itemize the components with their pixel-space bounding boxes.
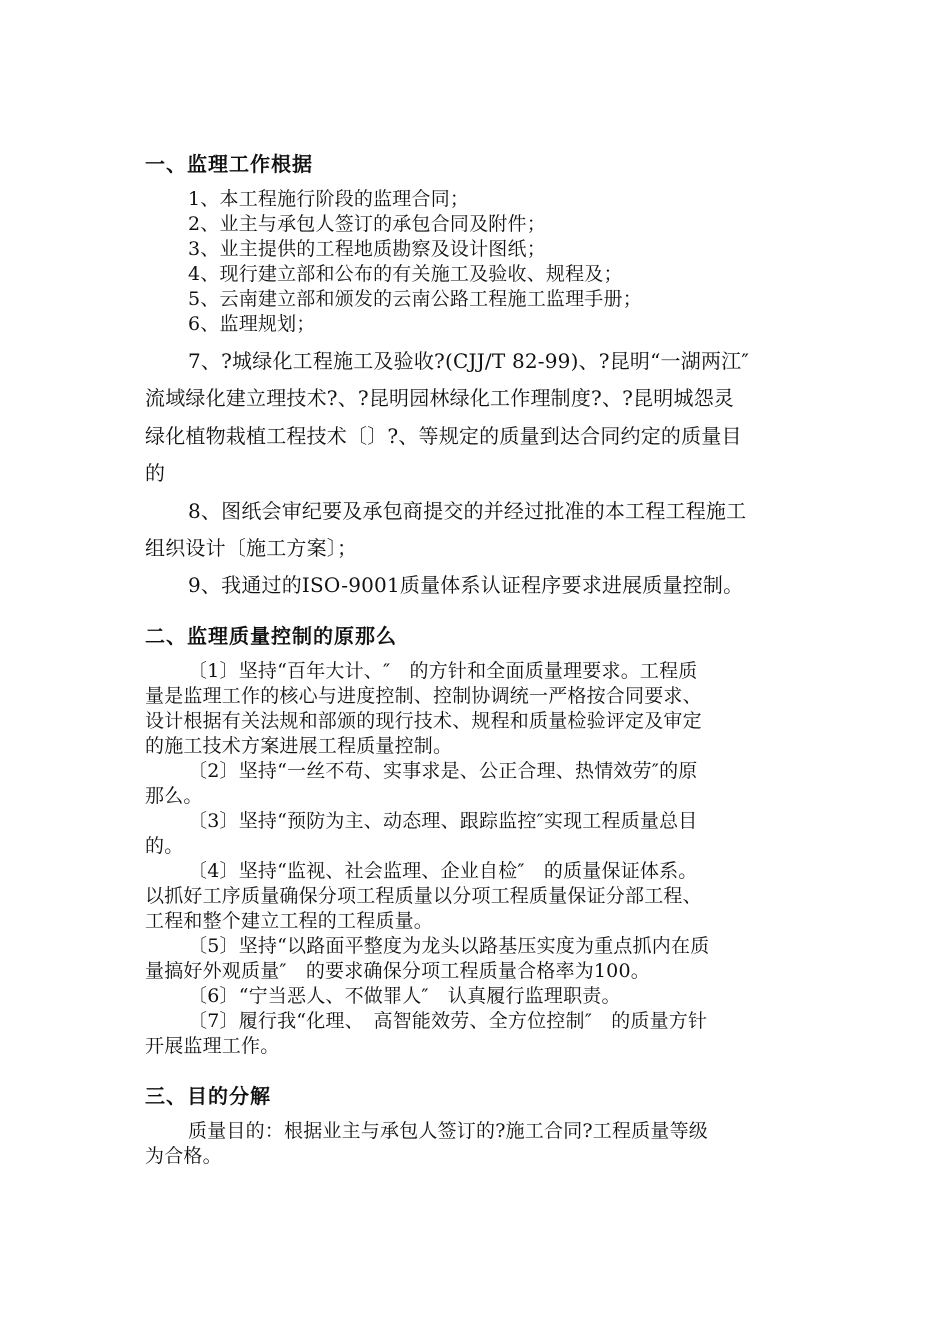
paragraph-line: 〔6〕“宁当恶人、不做罪人″ 认真履行监理职责。 xyxy=(188,985,621,1007)
paragraph-line: 的施工技术方案进展工程质量控制。 xyxy=(145,735,453,757)
paragraph-line: 〔3〕坚持“预防为主、动态理、跟踪监控″实现工程质量总目 xyxy=(188,810,698,832)
paragraph-line: 〔7〕履行我“化理、 高智能效劳、全方位控制″ 的质量方针 xyxy=(188,1010,708,1032)
paragraph-line: 〔4〕坚持“监视、社会监理、企业自检″ 的质量保证体系。 xyxy=(188,860,698,882)
list-item: 4、现行建立部和公布的有关施工及验收、规程及； xyxy=(188,263,623,285)
item7-line: 7、?城绿化工程施工及验收?(CJJ/T 82-99)、?昆明“一湖两江″ xyxy=(188,349,750,373)
list-item: 1、本工程施行阶段的监理合同； xyxy=(188,188,470,210)
paragraph-line: 〔1〕坚持“百年大计、″ 的方针和全面质量理要求。工程质 xyxy=(188,660,698,682)
paragraph-line: 那么。 xyxy=(145,785,203,807)
item7-line: 绿化植物栽植工程技术〔〕?、等规定的质量到达合同约定的质量目 xyxy=(145,424,742,448)
section3-heading: 三、目的分解 xyxy=(145,1084,271,1108)
paragraph-line: 以抓好工序质量确保分项工程质量以分项工程质量保证分部工程、 xyxy=(145,885,702,907)
item8-line: 组织设计〔施工方案〕； xyxy=(145,536,358,560)
paragraph-line: 〔5〕坚持“以路面平整度为龙头以路基压实度为重点抓内在质 xyxy=(188,935,710,957)
section1-heading: 一、监理工作根据 xyxy=(145,152,313,176)
item8-line: 8、图纸会审纪要及承包商提交的并经过批准的本工程工程施工 xyxy=(188,499,747,523)
item9-line: 9、我通过的ISO-9001质量体系认证程序要求进展质量控制。 xyxy=(188,573,744,597)
list-item: 3、业主提供的工程地质勘察及设计图纸； xyxy=(188,238,546,260)
paragraph-line: 量是监理工作的核心与进度控制、控制协调统一严格按合同要求、 xyxy=(145,685,702,707)
paragraph-line: 的。 xyxy=(145,835,184,857)
list-item: 6、监理规划； xyxy=(188,313,316,335)
paragraph-line: 为合格。 xyxy=(145,1145,222,1167)
paragraph-line: 质量目的：根据业主与承包人签订的?施工合同?工程质量等级 xyxy=(188,1120,708,1142)
section2-heading: 二、监理质量控制的原那么 xyxy=(145,624,397,648)
paragraph-line: 设计根据有关法规和部颁的现行技术、规程和质量检验评定及审定 xyxy=(145,710,702,732)
paragraph-line: 开展监理工作。 xyxy=(145,1035,280,1057)
item7-line: 流域绿化建立理技术?、?昆明园林绿化工作理制度?、?昆明城怨灵 xyxy=(145,386,735,410)
list-item: 2、业主与承包人签订的承包合同及附件； xyxy=(188,213,546,235)
paragraph-line: 工程和整个建立工程的工程质量。 xyxy=(145,910,434,932)
paragraph-line: 〔2〕坚持“一丝不苟、实事求是、公正合理、热情效劳″的原 xyxy=(188,760,698,782)
paragraph-line: 量搞好外观质量″ 的要求确保分项工程质量合格率为100。 xyxy=(145,960,650,982)
list-item: 5、云南建立部和颁发的云南公路工程施工监理手册； xyxy=(188,288,642,310)
item7-line: 的 xyxy=(145,461,166,485)
